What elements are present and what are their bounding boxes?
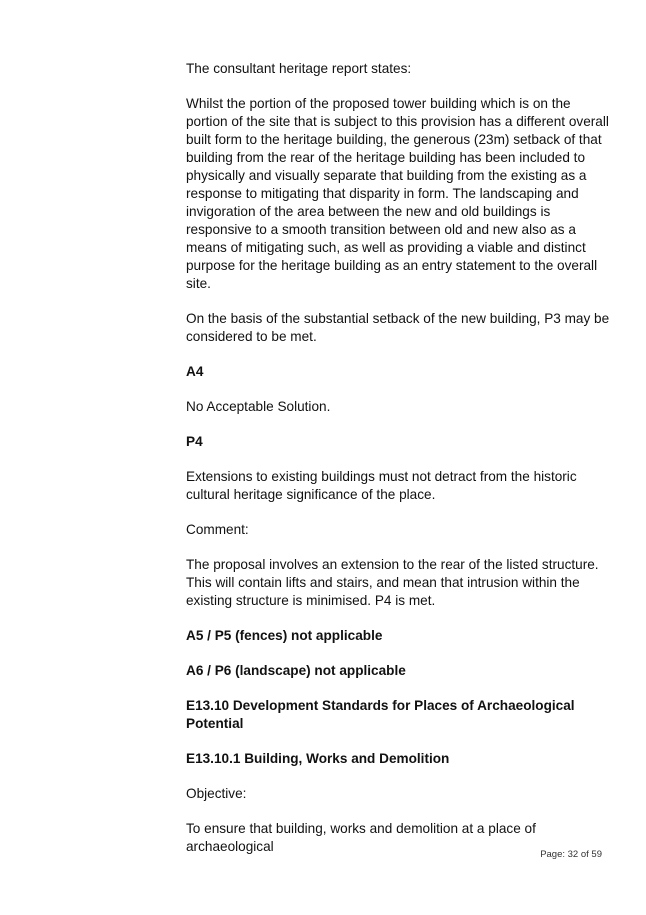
comment-label: Comment: (186, 522, 249, 537)
a4-heading: A4 (186, 364, 204, 379)
heritage-report-quote: Whilst the portion of the proposed tower building which is on the portion of the site that is subject to this provision has a different overall built form to the heritage building, the generous (23m) setback of that building from the rear of the heritage building has been included to physically and visually separate that building from the existing as a response to mitigating that disparity in form. The landscaping and invigoration of the area between the new and old buildings is responsive to a smooth transition between old and new also as a means of mitigating such, as well as providing a viable and distinct purpose for the heritage building as an entry statement to the overall site. (186, 96, 609, 291)
intro-paragraph: The consultant heritage report states: (186, 61, 412, 76)
comment-text: The proposal involves an extension to the rear of the listed structure. This will contain lifts and stairs, and mean that intrusion within the existing structure is minimised. P4 is met. (186, 557, 599, 608)
a5-p5-heading: A5 / P5 (fences) not applicable (186, 628, 383, 643)
e13-10-heading: E13.10 Development Standards for Places of Archaeological Potential (186, 698, 575, 731)
p4-text: Extensions to existing buildings must not detract from the historic cultural heritage significance of the place. (186, 469, 577, 502)
a6-p6-heading: A6 / P6 (landscape) not applicable (186, 663, 406, 678)
objective-label: Objective: (186, 786, 247, 801)
document-body (186, 60, 611, 873)
p3-conclusion-paragraph: On the basis of the substantial setback of the new building, P3 may be considered to be met. (186, 311, 610, 344)
page-number: Page: 32 of 59 (540, 849, 602, 860)
a4-text: No Acceptable Solution. (186, 399, 331, 414)
e13-10-1-heading: E13.10.1 Building, Works and Demolition (186, 751, 450, 766)
objective-text: To ensure that building, works and demolition at a place of archaeological (186, 821, 536, 854)
p4-heading: P4 (186, 434, 203, 449)
